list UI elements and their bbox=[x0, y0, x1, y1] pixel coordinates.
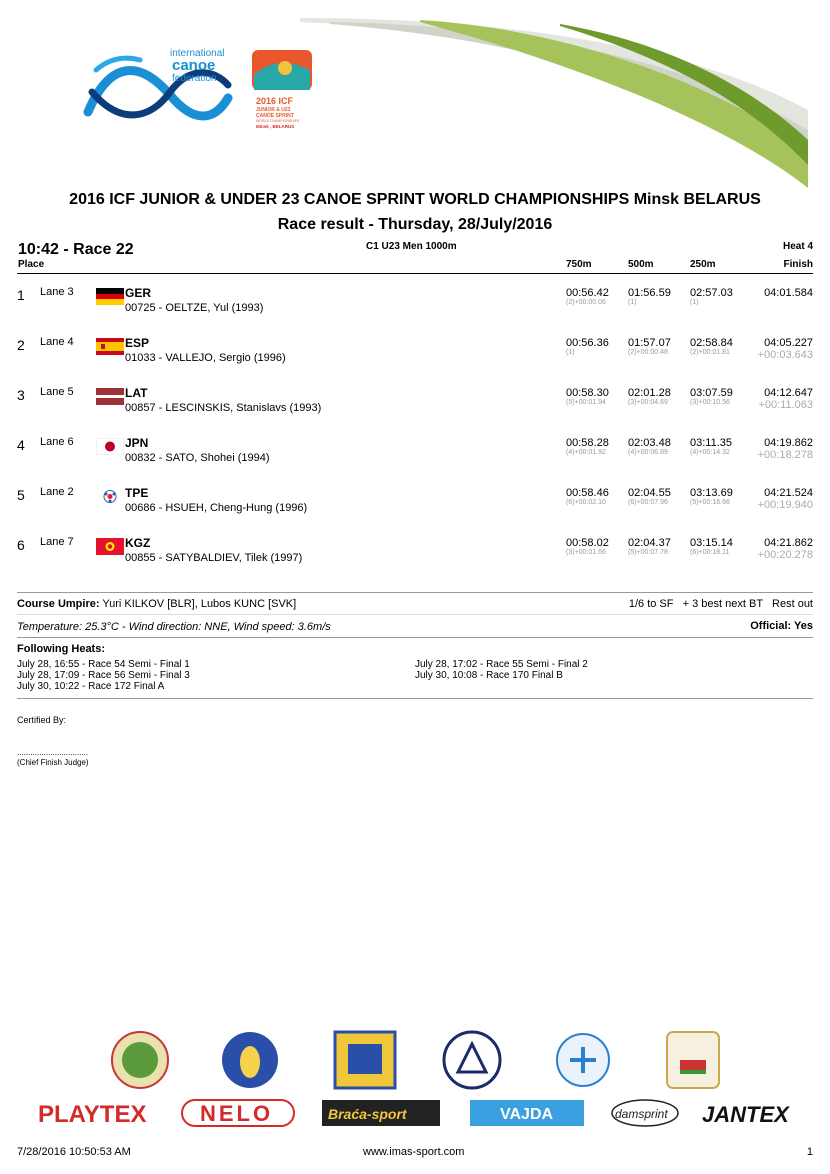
footer-page: 1 bbox=[806, 1146, 813, 1158]
sponsor-emblem-2-inner bbox=[240, 1046, 260, 1078]
split-250: (3)+00:10.56 bbox=[690, 399, 730, 406]
sponsor-nelo: NELO bbox=[200, 1101, 274, 1126]
divider bbox=[17, 637, 813, 638]
finish-time: 04:01.584 bbox=[764, 287, 813, 299]
champ-logo-text-5: Minsk , BELARUS bbox=[256, 124, 295, 129]
time-250: 03:07.59 bbox=[690, 387, 733, 399]
athlete: 01033 - VALLEJO, Sergio (1996) bbox=[125, 352, 286, 364]
header-banner bbox=[0, 0, 830, 190]
split-500: (2)+00:00.48 bbox=[628, 349, 668, 356]
signature-dots: ................................ bbox=[17, 748, 89, 757]
icf-logo-text-2: canoe bbox=[172, 57, 216, 74]
following-heats-left bbox=[17, 659, 190, 692]
conditions: Temperature: 25.3°C - Wind direction: NNE, Wind speed: 3.6m/s bbox=[17, 621, 331, 633]
nation: GER bbox=[125, 286, 152, 300]
following-heat: July 30, 10:08 - Race 170 Final B bbox=[415, 670, 563, 681]
footer-timestamp: 7/28/2016 10:50:53 AM bbox=[17, 1146, 131, 1158]
time-750: 00:56.42 bbox=[566, 287, 609, 299]
flag-esp-icon bbox=[96, 338, 124, 355]
time-250: 03:15.14 bbox=[690, 537, 733, 549]
athlete: 00725 - OELTZE, Yul (1993) bbox=[125, 302, 264, 314]
split-750: (3)+00:01.66 bbox=[566, 549, 606, 556]
table-row bbox=[0, 532, 830, 582]
col-place: Place bbox=[18, 259, 45, 270]
split-500: (3)+00:04.69 bbox=[628, 399, 668, 406]
split-250: (1) bbox=[690, 299, 699, 306]
lane: Lane 7 bbox=[40, 536, 74, 548]
finish-gap: +00:11.063 bbox=[758, 399, 813, 411]
athlete: 00857 - LESCINSKIS, Stanislavs (1993) bbox=[125, 402, 322, 414]
signature-role: (Chief Finish Judge) bbox=[17, 758, 89, 767]
split-250: (2)+00:01.81 bbox=[690, 349, 730, 356]
race-title: 10:42 - Race 22 bbox=[18, 241, 134, 258]
place: 2 bbox=[17, 337, 25, 353]
flag-tpe-icon bbox=[96, 488, 124, 505]
finish-time: 04:21.524 bbox=[764, 487, 813, 499]
sponsor-damsprint: damsprint bbox=[615, 1107, 668, 1121]
col-250m: 250m bbox=[690, 259, 716, 270]
time-250: 03:11.35 bbox=[690, 437, 733, 449]
champ-logo-text-3: CANOE SPRINT bbox=[256, 113, 294, 119]
split-250: (4)+00:14.32 bbox=[690, 449, 730, 456]
finish-gap: +00:18.278 bbox=[757, 449, 813, 461]
lane: Lane 3 bbox=[40, 286, 74, 298]
time-500: 02:04.37 bbox=[628, 537, 671, 549]
course-umpire-label: Course Umpire: bbox=[17, 598, 100, 610]
sponsor-braca: Braća-sport bbox=[328, 1106, 407, 1122]
time-750: 00:58.02 bbox=[566, 537, 609, 549]
split-500: (5)+00:07.78 bbox=[628, 549, 668, 556]
sponsor-vajda: VAJDA bbox=[500, 1106, 554, 1123]
place: 5 bbox=[17, 487, 25, 503]
nation: KGZ bbox=[125, 536, 151, 550]
split-750: (5)+00:01.94 bbox=[566, 399, 606, 406]
divider bbox=[17, 614, 813, 615]
time-500: 02:01.28 bbox=[628, 387, 671, 399]
col-finish: Finish bbox=[783, 259, 813, 270]
split-500: (4)+00:06.89 bbox=[628, 449, 668, 456]
athlete: 00855 - SATYBALDIEV, Tilek (1997) bbox=[125, 552, 303, 564]
col-750m: 750m bbox=[566, 259, 592, 270]
lane: Lane 5 bbox=[40, 386, 74, 398]
footer-url[interactable]: www.imas-sport.com bbox=[363, 1146, 465, 1158]
certified-label: Certified By: bbox=[17, 715, 67, 725]
sponsor-jantex: JANTEX bbox=[702, 1102, 789, 1127]
official-status: Official: Yes bbox=[750, 620, 813, 632]
champ-logo-text-1: 2016 ICF bbox=[256, 96, 294, 106]
finish-time: 04:12.647 bbox=[764, 387, 813, 399]
sponsor-emblem-3-inner bbox=[348, 1044, 382, 1074]
nation: JPN bbox=[125, 436, 149, 450]
split-250: (6)+00:18.11 bbox=[690, 549, 730, 556]
place: 3 bbox=[17, 387, 25, 403]
split-500: (6)+00:07.96 bbox=[628, 499, 668, 506]
divider bbox=[17, 592, 813, 593]
place: 6 bbox=[17, 537, 25, 553]
race-heat: Heat 4 bbox=[782, 241, 813, 252]
table-row bbox=[0, 482, 830, 532]
following-heat: July 30, 10:22 - Race 172 Final A bbox=[17, 681, 165, 692]
flag-lat-icon bbox=[96, 388, 124, 405]
page-title: 2016 ICF JUNIOR & UNDER 23 CANOE SPRINT WORLD CHAMPIONSHIPS Minsk BELARUS bbox=[69, 191, 761, 208]
champ-logo-text-4: WORLD CHAMPIONSHIPS bbox=[256, 119, 300, 123]
place: 1 bbox=[17, 287, 25, 303]
sponsor-emblem-4 bbox=[444, 1032, 500, 1088]
header-divider bbox=[17, 273, 813, 274]
sponsor-emblem-6-stripe bbox=[680, 1070, 706, 1074]
time-250: 03:13.69 bbox=[690, 487, 733, 499]
col-500m: 500m bbox=[628, 259, 654, 270]
course-umpire bbox=[17, 598, 296, 610]
following-heat: July 28, 17:09 - Race 56 Semi - Final 3 bbox=[17, 670, 190, 681]
time-750: 00:58.46 bbox=[566, 487, 609, 499]
sponsor-logos bbox=[30, 1030, 820, 1130]
sponsor-emblem-1-inner bbox=[122, 1042, 158, 1078]
divider bbox=[17, 698, 813, 699]
time-500: 02:03.48 bbox=[628, 437, 671, 449]
time-250: 02:58.84 bbox=[690, 337, 733, 349]
flag-ger-icon bbox=[96, 288, 124, 305]
finish-gap: +00:20.278 bbox=[757, 549, 813, 561]
table-row bbox=[0, 282, 830, 332]
race-event: C1 U23 Men 1000m bbox=[366, 241, 457, 252]
finish-gap: +00:03.643 bbox=[757, 349, 813, 361]
following-heats-right bbox=[415, 659, 588, 681]
place: 4 bbox=[17, 437, 25, 453]
time-500: 02:04.55 bbox=[628, 487, 671, 499]
finish-time: 04:05.227 bbox=[764, 337, 813, 349]
finish-time: 04:19.862 bbox=[764, 437, 813, 449]
following-heat: July 28, 17:02 - Race 55 Semi - Final 2 bbox=[415, 659, 588, 670]
course-umpire-value: Yuri KILKOV [BLR], Lubos KUNC [SVK] bbox=[102, 598, 297, 610]
time-750: 00:58.30 bbox=[566, 387, 609, 399]
icf-logo-text-1: international bbox=[170, 48, 225, 59]
nation: LAT bbox=[125, 386, 148, 400]
athlete: 00832 - SATO, Shohei (1994) bbox=[125, 452, 270, 464]
page-subtitle: Race result - Thursday, 28/July/2016 bbox=[277, 216, 553, 233]
table-row bbox=[0, 332, 830, 382]
split-500: (1) bbox=[628, 299, 637, 306]
following-heats-title: Following Heats: bbox=[17, 643, 105, 655]
time-250: 02:57.03 bbox=[690, 287, 733, 299]
progression-rules: 1/6 to SF + 3 best next BT Rest out bbox=[628, 598, 813, 610]
time-750: 00:56.36 bbox=[566, 337, 609, 349]
sponsor-playtex: PLAYTEX bbox=[38, 1101, 147, 1128]
nation: TPE bbox=[125, 486, 149, 500]
flag-jpn-icon bbox=[96, 438, 124, 455]
time-750: 00:58.28 bbox=[566, 437, 609, 449]
nation: ESP bbox=[125, 336, 150, 350]
champ-logo-text-2: JUNIOR & U23 bbox=[256, 107, 291, 113]
lane: Lane 6 bbox=[40, 436, 74, 448]
flag-kgz-icon bbox=[96, 538, 124, 555]
finish-time: 04:21.862 bbox=[764, 537, 813, 549]
lane: Lane 2 bbox=[40, 486, 74, 498]
time-500: 01:57.07 bbox=[628, 337, 671, 349]
time-500: 01:56.59 bbox=[628, 287, 671, 299]
table-row bbox=[0, 382, 830, 432]
split-750: (4)+00:01.92 bbox=[566, 449, 606, 456]
split-250: (5)+00:16.66 bbox=[690, 499, 730, 506]
lane: Lane 4 bbox=[40, 336, 74, 348]
athlete: 00686 - HSUEH, Cheng-Hung (1996) bbox=[125, 502, 308, 514]
split-750: (6)+00:02.10 bbox=[566, 499, 606, 506]
table-row bbox=[0, 432, 830, 482]
following-heat: July 28, 16:55 - Race 54 Semi - Final 1 bbox=[17, 659, 190, 670]
finish-gap: +00:19.940 bbox=[757, 499, 813, 511]
split-750: (1) bbox=[566, 349, 575, 356]
split-750: (2)+00:00.06 bbox=[566, 299, 606, 306]
icf-logo-text-3: federation bbox=[172, 73, 217, 84]
